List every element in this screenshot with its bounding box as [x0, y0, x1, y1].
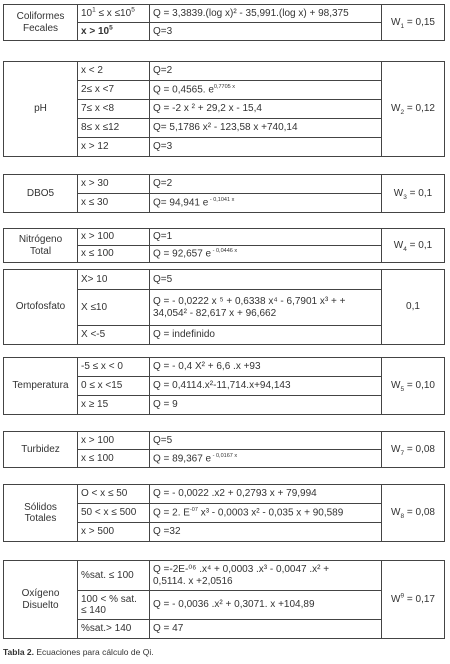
condition-cell: %sat.> 140 [78, 620, 150, 639]
weight-cell: $W_7 = 0,08$ [382, 432, 445, 468]
equation-cell: Q =-2E-⁰⁶ .x⁴ + 0,0003 .x³ - 0,0047 .x² + 0,5114. x +2,0516 [150, 561, 382, 591]
caption-label: Tabla 2. [3, 647, 35, 657]
weight-cell: $W^9 = 0,17$ [382, 561, 445, 639]
condition-cell: x < 2 [78, 62, 150, 81]
equation-cell: Q = 89,367 e $^{- 0,0167 x}$ [150, 450, 382, 468]
equation-cell: Q=5 [150, 432, 382, 450]
condition-cell: 100 < % sat. ≤ 140 [78, 591, 150, 620]
equation-cell: Q = -2 x ² + 29,2 x - 15,4 [150, 100, 382, 119]
weight-cell: $W_5 = 0,10$ [382, 358, 445, 415]
condition-cell: x > 100 [78, 432, 150, 450]
weight-cell: 0,1 [382, 270, 445, 345]
weight-cell: $W_2 = 0,12$ [382, 62, 445, 157]
weight-cell: $W_3 = 0,1$ [382, 175, 445, 213]
equation-cell: Q=1 [150, 229, 382, 246]
condition-cell: $x > 10^5$ [78, 23, 150, 41]
param-dbo5: DBO5 [4, 175, 78, 213]
equation-cell: Q = 0,4114.x²-11,714.x+94,143 [150, 377, 382, 396]
table-temperatura [3, 357, 445, 415]
table-caption [3, 647, 154, 657]
equation-cell: Q=2 [150, 62, 382, 81]
equation-cell: Q = 9 [150, 396, 382, 415]
table-ortofosfato [3, 269, 445, 345]
equation-cell: Q= 5,1786 x² - 123,58 x +740,14 [150, 119, 382, 138]
condition-cell: x ≤ 100 [78, 450, 150, 468]
equation-cell: Q = 3,3839.(log x)² - 35,991.(log x) + 98,375 [150, 5, 382, 23]
table-oxigeno [3, 560, 445, 639]
table-coliformes [3, 4, 445, 41]
condition-cell: 50 < x ≤ 500 [78, 504, 150, 523]
equation-cell: Q = - 0,0022 .x2 + 0,2793 x + 79,994 [150, 485, 382, 504]
table-ph [3, 61, 445, 157]
equation-cell: Q =32 [150, 523, 382, 542]
table-dbo5 [3, 174, 445, 213]
weight-cell: $W_1 = 0,15$ [382, 5, 445, 41]
table-solidos [3, 484, 445, 542]
condition-cell: %sat. ≤ 100 [78, 561, 150, 591]
param-oxigeno: Oxígeno Disuelto [4, 561, 78, 639]
condition-cell: X> 10 [78, 270, 150, 290]
condition-cell: x > 30 [78, 175, 150, 194]
condition-cell: X ≤10 [78, 290, 150, 326]
condition-cell: 0 ≤ x <15 [78, 377, 150, 396]
weight-cell: $W_8 = 0,08$ [382, 485, 445, 542]
condition-cell: -5 ≤ x < 0 [78, 358, 150, 377]
condition-cell: x > 500 [78, 523, 150, 542]
param-ortofosfato: Ortofosfato [4, 270, 78, 345]
condition-cell: O < x ≤ 50 [78, 485, 150, 504]
param-nitrogeno: Nitrógeno Total [4, 229, 78, 263]
equation-cell: Q=3 [150, 23, 382, 41]
equation-cell: Q = 2. $E^{-07}$ x³ - 0,0003 x² - 0,035 x + 90,589 [150, 504, 382, 523]
condition-cell: x ≤ 30 [78, 194, 150, 213]
weight-cell: $W_4 = 0,1$ [382, 229, 445, 263]
equation-cell: Q= 94,941 e $^{- 0,1041 x}$ [150, 194, 382, 213]
equation-cell: Q = indefinido [150, 326, 382, 345]
param-coliformes: Coliformes Fecales [4, 5, 78, 41]
condition-cell: x ≤ 100 [78, 246, 150, 263]
param-solidos: Sólidos Totales [4, 485, 78, 542]
condition-cell: 7≤ x <8 [78, 100, 150, 119]
condition-cell: X <-5 [78, 326, 150, 345]
equation-cell: Q = - 0,0222 x ⁵ + 0,6338 x⁴ - 6,7901 x³ + + 34,054² - 82,617 x + 96,662 [150, 290, 382, 326]
param-ph: pH [4, 62, 78, 157]
equation-cell: Q = 47 [150, 620, 382, 639]
condition-cell: x > 12 [78, 138, 150, 157]
equation-cell: Q=2 [150, 175, 382, 194]
equation-cell: Q=5 [150, 270, 382, 290]
param-temperatura: Temperatura [4, 358, 78, 415]
equation-cell: Q=3 [150, 138, 382, 157]
condition-cell: $10^1 \le x \le 10^5$ [78, 5, 150, 23]
equation-cell: Q = 92,657 e $^{- 0,0446 x}$ [150, 246, 382, 263]
param-turbidez: Turbidez [4, 432, 78, 468]
condition-cell: x > 100 [78, 229, 150, 246]
caption-text: Ecuaciones para cálculo de Qi. [34, 647, 154, 657]
table-turbidez [3, 431, 445, 468]
table-nitrogeno [3, 228, 445, 263]
equation-cell: Q = 0,4565. $e^{0,7705 x}$ [150, 81, 382, 100]
equation-cell: Q = - 0,4 X² + 6,6 .x +93 [150, 358, 382, 377]
condition-cell: 2≤ x <7 [78, 81, 150, 100]
condition-cell: x ≥ 15 [78, 396, 150, 415]
condition-cell: 8≤ x ≤12 [78, 119, 150, 138]
equation-cell: Q = - 0,0036 .x² + 0,3071. x +104,89 [150, 591, 382, 620]
